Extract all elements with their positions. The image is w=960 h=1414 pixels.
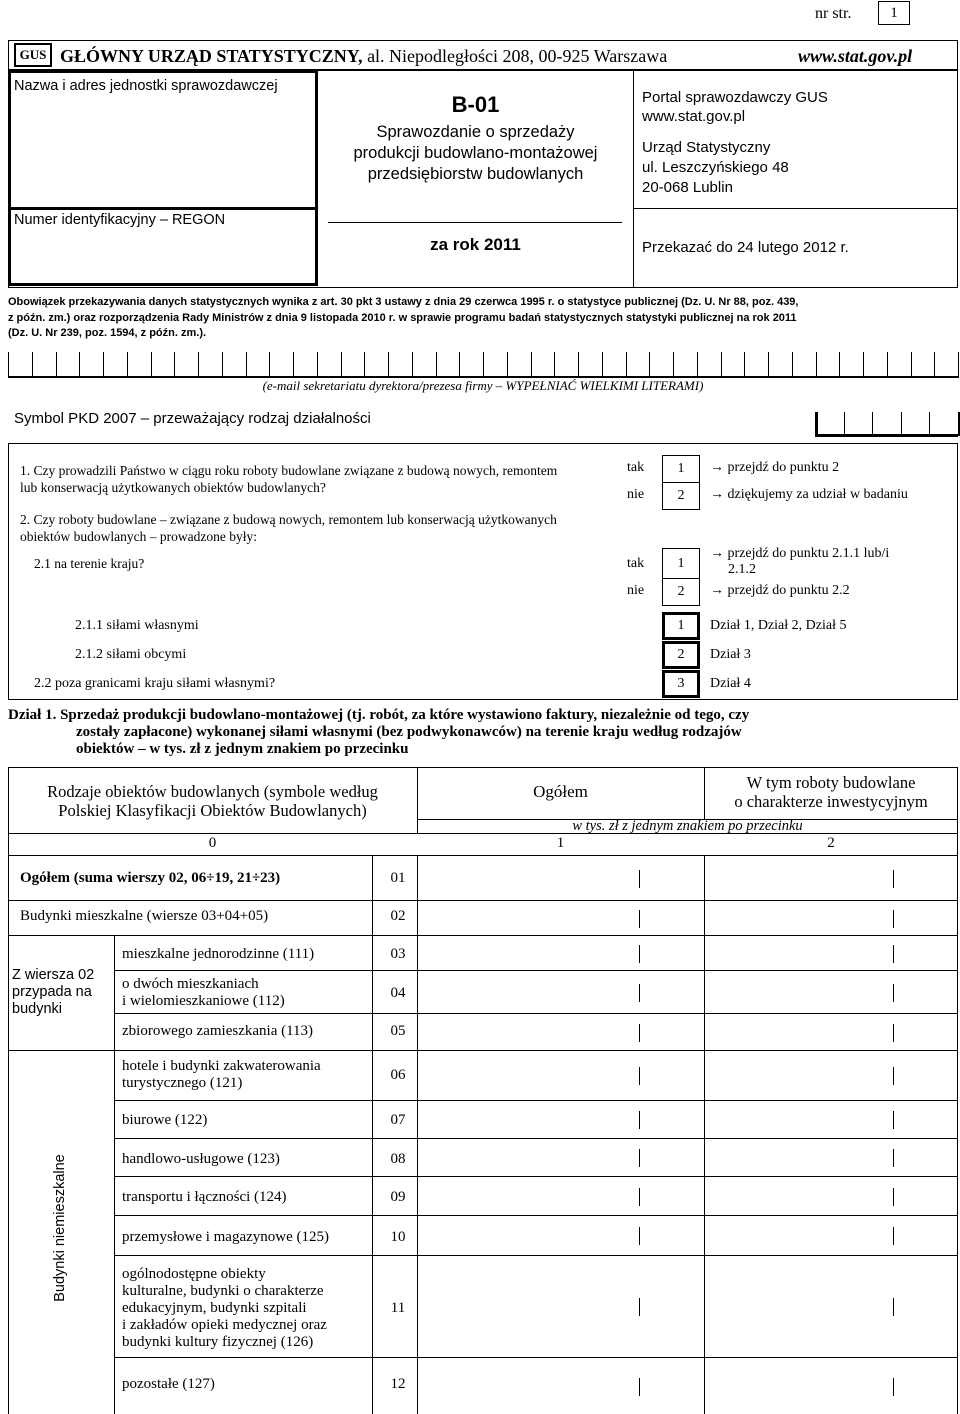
office-name: Urząd Statystyczny — [642, 139, 771, 156]
decimal-tick — [639, 1298, 640, 1316]
row-01-code: 01 — [390, 870, 406, 886]
group-residential-line2: przypada na — [12, 984, 92, 1000]
row-04-value-col2[interactable] — [705, 971, 957, 1012]
recipient-divider — [633, 70, 634, 288]
email-comb-tick — [911, 352, 912, 378]
group-residential-label — [12, 967, 94, 1018]
row-07-code: 07 — [390, 1112, 406, 1128]
email-comb-tick — [958, 352, 959, 378]
decimal-tick — [639, 1227, 640, 1245]
decimal-tick — [639, 945, 640, 963]
decimal-tick — [639, 1149, 640, 1167]
q1-line2: lub konserwacją użytkowanych obiektów budowlanych? — [20, 480, 326, 495]
decimal-tick — [893, 1067, 894, 1085]
group-residential-line1: Z wiersza 02 — [12, 967, 95, 983]
row-09-label: transportu i łączności (124) — [122, 1189, 287, 1205]
page-number: 1 — [890, 5, 898, 21]
email-comb-tick — [293, 352, 294, 378]
decimal-tick — [893, 1298, 894, 1316]
email-comb-tick — [198, 352, 199, 378]
org-name: GŁÓWNY URZĄD STATYSTYCZNY, — [60, 46, 363, 66]
q211-text: 2.1.1 siłami własnymi — [75, 618, 199, 633]
row-10-value-col1[interactable] — [418, 1216, 703, 1254]
row-11-label-line3: edukacyjnym, budynki szpitali — [122, 1300, 307, 1316]
email-comb-tick — [127, 352, 128, 378]
q2-text — [20, 511, 557, 545]
email-comb-tick — [863, 352, 864, 378]
row-04-code: 04 — [390, 985, 406, 1001]
q1-yes-code: 1 — [677, 461, 685, 476]
row-05-label: zbiorowego zamieszkania (113) — [122, 1023, 314, 1039]
row-07-value-col1[interactable] — [418, 1101, 703, 1137]
row-11-label — [122, 1266, 327, 1351]
q21-no-label: nie — [627, 583, 645, 598]
row-06-value-col2[interactable] — [705, 1051, 957, 1099]
row-01-label: Ogółem (suma wierszy 02, 06÷19, 21÷23) — [20, 870, 281, 886]
deadline: Przekazać do 24 lutego 2012 r. — [642, 239, 849, 256]
row-02-value-col1[interactable] — [418, 901, 703, 934]
decimal-tick — [893, 1111, 894, 1129]
row-05-value-col2[interactable] — [705, 1014, 957, 1049]
q2-line2: obiektów budowlanych – prowadzone były: — [20, 529, 257, 544]
row-01-value-col1[interactable] — [418, 856, 703, 899]
q21-yes-box[interactable] — [662, 548, 700, 578]
email-comb-tick — [246, 352, 247, 378]
email-comb-tick — [483, 352, 484, 378]
q1-yes-box[interactable] — [662, 455, 700, 483]
section1-title-line3: obiektów – w tys. zł z jednym znakiem po przecinku — [76, 741, 409, 757]
email-comb-tick — [934, 352, 935, 378]
email-comb-tick — [673, 352, 674, 378]
header-title — [60, 46, 667, 67]
q21-yes-action-line1: → przejdź do punktu 2.1.1 lub/i — [710, 546, 890, 561]
q212-text: 2.1.2 siłami obcymi — [75, 647, 187, 662]
email-comb-tick — [317, 352, 318, 378]
unit-name-field[interactable] — [8, 70, 318, 286]
unit-label: w tys. zł z jednym znakiem po przecinku — [572, 818, 803, 834]
decimal-tick — [639, 1111, 640, 1129]
email-comb-tick — [364, 352, 365, 378]
row-04-label-line1: o dwóch mieszkaniach — [122, 976, 259, 992]
cell-border — [372, 1357, 373, 1414]
email-caption: (e-mail sekretariatu dyrektora/prezesa firmy – WYPEŁNIAĆ WIELKIMI LITERAMI) — [262, 378, 704, 393]
email-comb-tick — [839, 352, 840, 378]
row-02-label: Budynki mieszkalne (wiersze 03+04+05) — [20, 908, 269, 924]
cell-border — [372, 1013, 373, 1050]
q211-action: Dział 1, Dział 2, Dział 5 — [710, 618, 847, 633]
legal-line3: (Dz. U. Nr 239, poz. 1594, z późn. zm.). — [8, 327, 207, 339]
row-06-label-line2: turystycznego (121) — [122, 1075, 243, 1091]
col0-header-line1: Rodzaje obiektów budowlanych (symbole według — [47, 782, 378, 801]
col0-header-line2: Polskiej Klasyfikacji Obiektów Budowlanych) — [58, 801, 367, 820]
row-08-value-col2[interactable] — [705, 1139, 957, 1175]
email-comb-tick — [554, 352, 555, 378]
row-11-value-col1[interactable] — [418, 1256, 703, 1356]
row-06-label — [122, 1058, 321, 1092]
q2-line1: 2. Czy roboty budowlane – związane z budową nowych, remontem lub konserwacją użytkowanych — [20, 512, 557, 527]
email-comb-tick — [436, 352, 437, 378]
q212-box[interactable] — [662, 641, 700, 669]
row-02-value-col2[interactable] — [705, 901, 957, 934]
q21-yes-label: tak — [627, 556, 645, 571]
q1-text — [20, 462, 557, 496]
email-comb-tick — [697, 352, 698, 378]
office-city: 20-068 Lublin — [642, 179, 733, 196]
email-comb-tick — [744, 352, 745, 378]
email-comb-tick — [887, 352, 888, 378]
row-03-value-col1[interactable] — [418, 936, 703, 969]
q21-yes-action-line2: 2.1.2 — [728, 562, 756, 577]
row-02-code: 02 — [390, 908, 406, 924]
q212-code: 2 — [677, 647, 685, 662]
decimal-tick — [639, 1188, 640, 1206]
email-comb-tick — [768, 352, 769, 378]
row-05-value-col1[interactable] — [418, 1014, 703, 1049]
row-11-label-line1: ogólnodostępne obiekty — [122, 1266, 266, 1282]
pkd-comb-baseline — [815, 434, 958, 437]
row-03-code: 03 — [390, 946, 406, 962]
pkd-comb-tick — [901, 412, 902, 436]
row-08-label: handlowo-usługowe (123) — [122, 1151, 280, 1167]
col2-number: 2 — [827, 835, 835, 851]
regon-divider — [8, 207, 318, 210]
email-comb-tick — [388, 352, 389, 378]
q1-yes-label: tak — [627, 460, 645, 475]
row-04-label — [122, 976, 285, 1010]
q1-no-box[interactable] — [662, 482, 700, 510]
deadline-divider — [633, 208, 958, 209]
pkd-comb-tick — [815, 412, 818, 436]
group-nonres-label: Budynki niemieszkalne — [52, 1154, 68, 1302]
row-10-code: 10 — [390, 1229, 406, 1245]
form-title-line2: produkcji budowlano-montażowej — [353, 144, 598, 162]
page-number-label: nr str. — [815, 5, 852, 22]
row-12-value-col1[interactable] — [418, 1358, 703, 1413]
row-01-value-col2[interactable] — [705, 856, 957, 899]
portal-name: Portal sprawozdawczy GUS — [642, 89, 828, 106]
email-comb-tick — [649, 352, 650, 378]
email-comb-tick — [8, 352, 9, 378]
row-06-label-line1: hotele i budynki zakwaterowania — [122, 1058, 321, 1074]
org-address: al. Niepodległości 208, 00-925 Warszawa — [367, 46, 668, 66]
col2-header — [704, 773, 958, 811]
row-03-value-col2[interactable] — [705, 936, 957, 969]
cell-border — [372, 1215, 373, 1255]
q21-no-code: 2 — [677, 584, 685, 599]
decimal-tick — [639, 984, 640, 1002]
page-number-box — [878, 1, 910, 25]
decimal-tick — [893, 1149, 894, 1167]
email-comb-tick — [269, 352, 270, 378]
pkd-label: Symbol PKD 2007 – przeważający rodzaj działalności — [14, 410, 371, 427]
group-divider — [114, 935, 115, 1414]
unit-name-label: Nazwa i adres jednostki sprawozdawczej — [14, 78, 278, 94]
email-comb-tick — [578, 352, 579, 378]
email-comb-tick — [79, 352, 80, 378]
row-11-label-line2: kulturalne, budynki o charakterze — [122, 1283, 324, 1299]
q211-box[interactable] — [662, 612, 700, 640]
q22-action: Dział 4 — [710, 676, 751, 691]
q21-yes-action — [710, 546, 889, 578]
row-05-code: 05 — [390, 1023, 406, 1039]
cell-border — [372, 1255, 373, 1357]
cell-border — [372, 935, 373, 970]
row-11-label-line5: budynki kultury fizycznej (126) — [122, 1334, 314, 1350]
recipient-portal — [642, 88, 828, 126]
col2-header-line2: o charakterze inwestycyjnym — [734, 792, 928, 811]
q21-text: 2.1 na terenie kraju? — [34, 556, 145, 571]
legal-line1: Obowiązek przekazywania danych statystycznych wynika z art. 30 pkt 3 ustawy z dnia 29 czerwca 1995 r. o statystyce publicznej (Dz. U. Nr 88, poz. 439, — [8, 296, 799, 308]
row-04-value-col1[interactable] — [418, 971, 703, 1012]
portal-url: www.stat.gov.pl — [642, 108, 746, 125]
legal-line2: z późn. zm.) oraz rozporządzenia Rady Ministrów z dnia 9 listopada 2010 r. w sprawie programu badań statystycznych statystyki publicznej na rok 2011 — [8, 311, 797, 324]
email-comb-tick — [103, 352, 104, 378]
email-input[interactable] — [8, 350, 958, 378]
decimal-tick — [639, 910, 640, 928]
q22-box[interactable] — [662, 670, 700, 698]
pkd-comb-tick — [872, 412, 873, 436]
email-comb-tick — [721, 352, 722, 378]
cell-border — [372, 1176, 373, 1215]
q22-code: 3 — [677, 676, 685, 691]
cell-border — [372, 855, 373, 900]
logo-text: GUS — [19, 47, 47, 62]
decimal-tick — [893, 1227, 894, 1245]
pkd-input[interactable] — [815, 412, 958, 438]
q1-yes-action: → przejdź do punktu 2 — [710, 460, 840, 475]
period-rule — [328, 222, 622, 223]
row-06-code: 06 — [390, 1067, 406, 1083]
form-period: za rok 2011 — [430, 235, 521, 254]
row-08-value-col1[interactable] — [418, 1139, 703, 1175]
q22-text: 2.2 poza granicami kraju siłami własnymi? — [34, 676, 276, 691]
office-street: ul. Leszczyńskiego 48 — [642, 159, 789, 176]
q212-action: Dział 3 — [710, 647, 751, 662]
row-07-value-col2[interactable] — [705, 1101, 957, 1137]
row-03-label: mieszkalne jednorodzinne (111) — [122, 946, 315, 962]
form-code: B-01 — [451, 92, 500, 117]
q1-no-action: → dziękujemy za udział w badaniu — [710, 487, 908, 502]
row-07-label: biurowe (122) — [122, 1112, 208, 1128]
email-comb-tick — [792, 352, 793, 378]
cell-border — [372, 900, 373, 935]
decimal-tick — [639, 870, 640, 888]
pkd-comb-tick — [844, 412, 845, 436]
cell-border — [372, 1138, 373, 1176]
group-rule — [8, 1050, 114, 1051]
q1-no-code: 2 — [677, 488, 685, 503]
email-comb-tick — [222, 352, 223, 378]
q1-line1: 1. Czy prowadzili Państwo w ciągu roku roboty budowlane związane z budową nowych, remontem — [20, 463, 558, 478]
row-10-value-col2[interactable] — [705, 1216, 957, 1254]
pkd-comb-tick — [929, 412, 930, 436]
decimal-tick — [639, 1067, 640, 1085]
row-09-value-col2[interactable] — [705, 1177, 957, 1214]
q21-no-box[interactable] — [662, 578, 700, 606]
col2-header-line1: W tym roboty budowlane — [746, 773, 916, 792]
cell-border — [372, 1100, 373, 1138]
email-comb-tick — [151, 352, 152, 378]
row-09-code: 09 — [390, 1189, 406, 1205]
email-comb-tick — [531, 352, 532, 378]
decimal-tick — [893, 1188, 894, 1206]
email-comb-tick — [56, 352, 57, 378]
row-09-value-col1[interactable] — [418, 1177, 703, 1214]
website: www.stat.gov.pl — [798, 46, 913, 66]
email-comb-tick — [602, 352, 603, 378]
form-title-line3: przedsiębiorstw budowlanych — [367, 165, 584, 183]
recipient-office — [642, 138, 789, 198]
col1-header: Ogółem — [533, 782, 588, 801]
col0-header — [8, 782, 417, 820]
section1-title-line2: zostały zapłacone) wykonanej siłami własnymi (bez podwykonawców) na terenie kraju według rodzajów — [76, 724, 742, 740]
email-comb-tick — [412, 352, 413, 378]
section1-title-line1: Dział 1. Sprzedaż produkcji budowlano-montażowej (tj. robót, za które wystawiono faktury, niezależnie od tego, czy — [8, 707, 750, 723]
email-comb-tick — [816, 352, 817, 378]
form-title — [318, 122, 633, 185]
decimal-tick — [893, 870, 894, 888]
row-12-code: 12 — [390, 1376, 406, 1392]
cell-border — [372, 1050, 373, 1100]
q211-code: 1 — [677, 618, 685, 633]
email-comb-tick — [626, 352, 627, 378]
row-10-label: przemysłowe i magazynowe (125) — [122, 1229, 330, 1245]
row-06-value-col1[interactable] — [418, 1051, 703, 1099]
col0-number: 0 — [208, 835, 217, 851]
email-comb-tick — [341, 352, 342, 378]
decimal-tick — [893, 910, 894, 928]
row-04-label-line2: i wielomieszkaniowe (112) — [122, 993, 285, 1009]
q21-yes-code: 1 — [677, 556, 685, 571]
legal-notice — [8, 295, 958, 342]
row-11-code: 11 — [390, 1300, 406, 1316]
decimal-tick — [893, 1024, 894, 1042]
email-comb-tick — [174, 352, 175, 378]
col1-number: 1 — [556, 835, 565, 851]
decimal-tick — [639, 1378, 640, 1396]
row-12-value-col2[interactable] — [705, 1358, 957, 1413]
gus-logo-icon — [14, 43, 52, 67]
section1-title — [8, 707, 958, 758]
row-11-value-col2[interactable] — [705, 1256, 957, 1356]
row-08-code: 08 — [390, 1151, 406, 1167]
decimal-tick — [893, 984, 894, 1002]
row-12-label: pozostałe (127) — [122, 1376, 215, 1392]
decimal-tick — [639, 1024, 640, 1042]
regon-label: Numer identyfikacyjny – REGON — [14, 212, 226, 228]
email-comb-tick — [459, 352, 460, 378]
email-comb-tick — [507, 352, 508, 378]
cell-border — [372, 970, 373, 1013]
email-comb-tick — [32, 352, 33, 378]
decimal-tick — [893, 945, 894, 963]
q21-no-action: → przejdź do punktu 2.2 — [710, 583, 850, 598]
group-residential-line3: budynki — [12, 1001, 62, 1017]
form-title-line1: Sprawozdanie o sprzedaży — [376, 123, 575, 141]
row-11-label-line4: i zakładów opieki medycznej oraz — [122, 1317, 327, 1333]
q1-no-label: nie — [627, 487, 645, 502]
decimal-tick — [893, 1378, 894, 1396]
